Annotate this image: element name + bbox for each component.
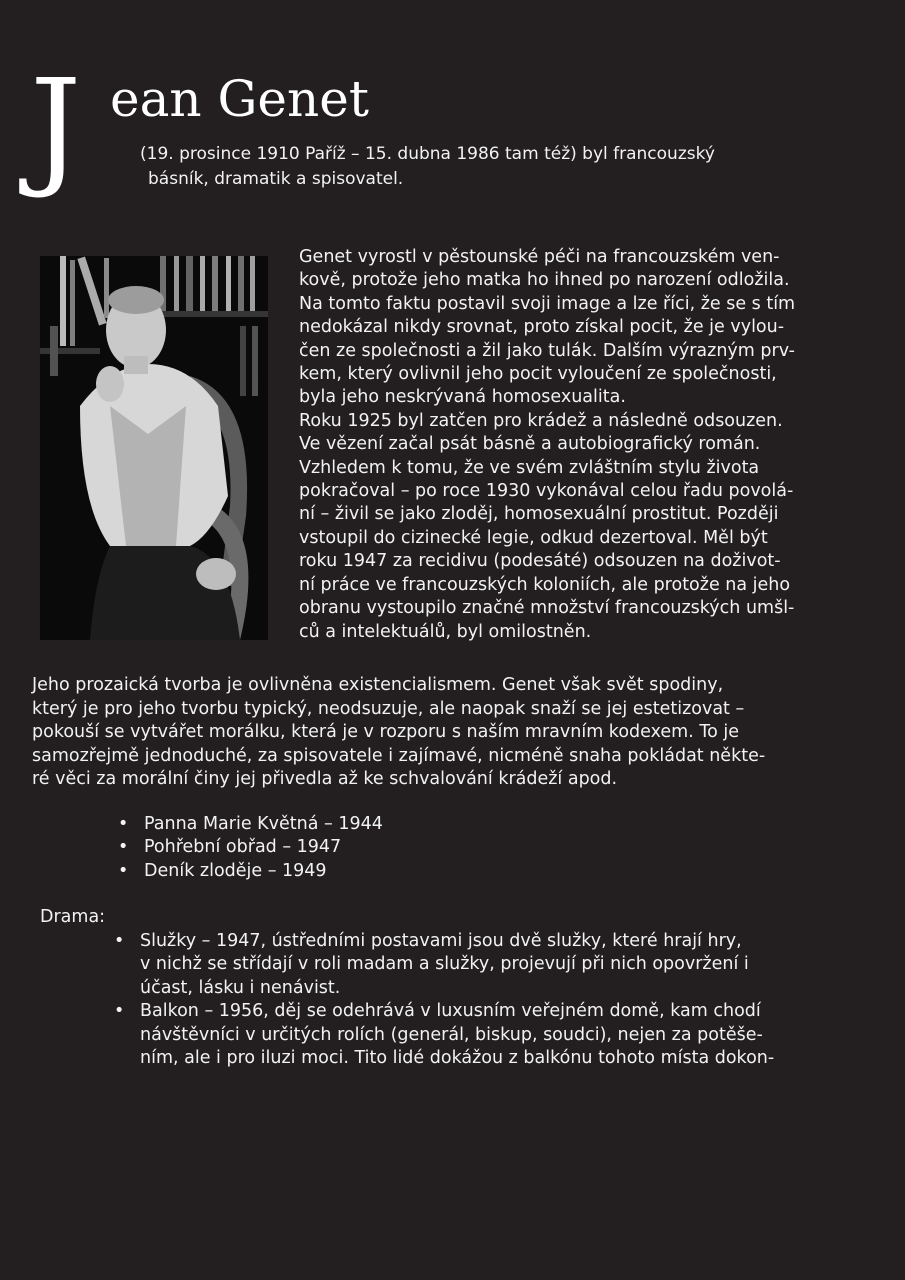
text-line: ním, ale i pro iluzi moci. Tito lidé dokážou z balkónu tohoto místa dokon-	[140, 1048, 775, 1069]
text-line: Genet vyrostl v pěstounské péči na francouzském ven-	[299, 247, 780, 267]
subtitle-line: básník, dramatik a spisovatel.	[148, 169, 404, 189]
bullet-icon: •	[118, 814, 129, 834]
list-item	[118, 836, 383, 859]
work-title: Pohřební obřad – 1947	[144, 837, 342, 858]
text-line: vstoupil do cizinecké legie, odkud dezertoval. Měl být	[299, 527, 768, 548]
text-line: ců a intelektuálů, byl omilostněn.	[299, 621, 592, 642]
text-line: samozřejmě jednoduché, za spisovatele i zajímavé, nicméně snaha pokládat někte-	[32, 745, 766, 766]
drama-heading: Drama:	[40, 907, 106, 927]
list-item	[118, 813, 383, 836]
text-line: nedokázal nikdy srovnat, proto získal pocit, že je vylou-	[299, 317, 785, 338]
bullet-icon: •	[118, 837, 129, 858]
page-title: ean Genet	[110, 70, 369, 128]
text-line: kově, protože jeho matka ho ihned po narození odložila.	[299, 270, 790, 291]
work-title: Panna Marie Květná – 1944	[144, 814, 383, 834]
text-line: v nichž se střídají v roli madam a služky, projevují při nich opovržení i	[140, 954, 749, 975]
drop-cap: J	[30, 53, 82, 202]
text-line: Roku 1925 byl zatčen pro krádež a následně odsouzen.	[299, 410, 783, 431]
drama-list	[114, 930, 874, 1070]
bullet-icon: •	[118, 860, 129, 881]
text-line: Ve vězení začal psát básně a autobiografický román.	[299, 434, 761, 455]
text-line: návštěvníci v určitých rolích (generál, biskup, soudci), nejen za potěše-	[140, 1024, 763, 1045]
list-item	[114, 1000, 874, 1070]
biography-text	[299, 246, 879, 644]
text-line: ní – živil se jako zloděj, homosexuální prostitut. Později	[299, 504, 779, 525]
text-line: Vzhledem k tomu, že ve svém zvláštním stylu života	[299, 457, 760, 478]
bullet-icon: •	[114, 931, 125, 951]
list-item	[118, 860, 383, 883]
text-line: kem, který ovlivnil jeho pocit vyloučení ze společnosti,	[299, 364, 777, 385]
text-line: ré věci za morální činy jej přivedla až ke schvalování krádeží apod.	[32, 769, 618, 790]
text-line: Na tomto faktu postavil svoji image a lze říci, že se s tím	[299, 293, 796, 314]
bullet-icon: •	[114, 1001, 125, 1022]
text-line: pokouší se vytvářet morálku, která je v rozporu s naším mravním kodexem. To je	[32, 722, 739, 743]
text-line: roku 1947 za recidivu (podesáté) odsouzen na doživot-	[299, 551, 781, 572]
text-line: účast, lásku i nenávist.	[140, 977, 341, 998]
text-line: ní práce ve francouzských koloniích, ale protože na jeho	[299, 574, 791, 595]
text-line: obranu vystoupilo značné množství francouzských umšl-	[299, 598, 795, 619]
list-item	[114, 930, 874, 1000]
works-list	[118, 813, 383, 883]
prose-paragraph	[32, 674, 882, 792]
text-line: který je pro jeho tvorbu typický, neodsuzuje, ale naopak snaží se jej estetizovat –	[32, 698, 745, 719]
text-line: Jeho prozaická tvorba je ovlivněna existencialismem. Genet však svět spodiny,	[32, 675, 724, 695]
subtitle-line: (19. prosince 1910 Paříž – 15. dubna 1986 tam též) byl francouzský	[140, 144, 715, 164]
text-line: Balkon – 1956, děj se odehrává v luxusním veřejném domě, kam chodí	[140, 1001, 761, 1022]
text-line: pokračoval – po roce 1930 vykonával celou řadu povolá-	[299, 481, 794, 502]
text-line: byla jeho neskrývaná homosexualita.	[299, 387, 626, 408]
subtitle	[140, 142, 840, 192]
text-line: Služky – 1947, ústředními postavami jsou dvě služky, které hrají hry,	[140, 931, 742, 951]
work-title: Deník zloděje – 1949	[144, 860, 327, 881]
portrait-photo	[40, 256, 268, 640]
text-line: čen ze společnosti a žil jako tulák. Dalším výrazným prv-	[299, 340, 795, 361]
